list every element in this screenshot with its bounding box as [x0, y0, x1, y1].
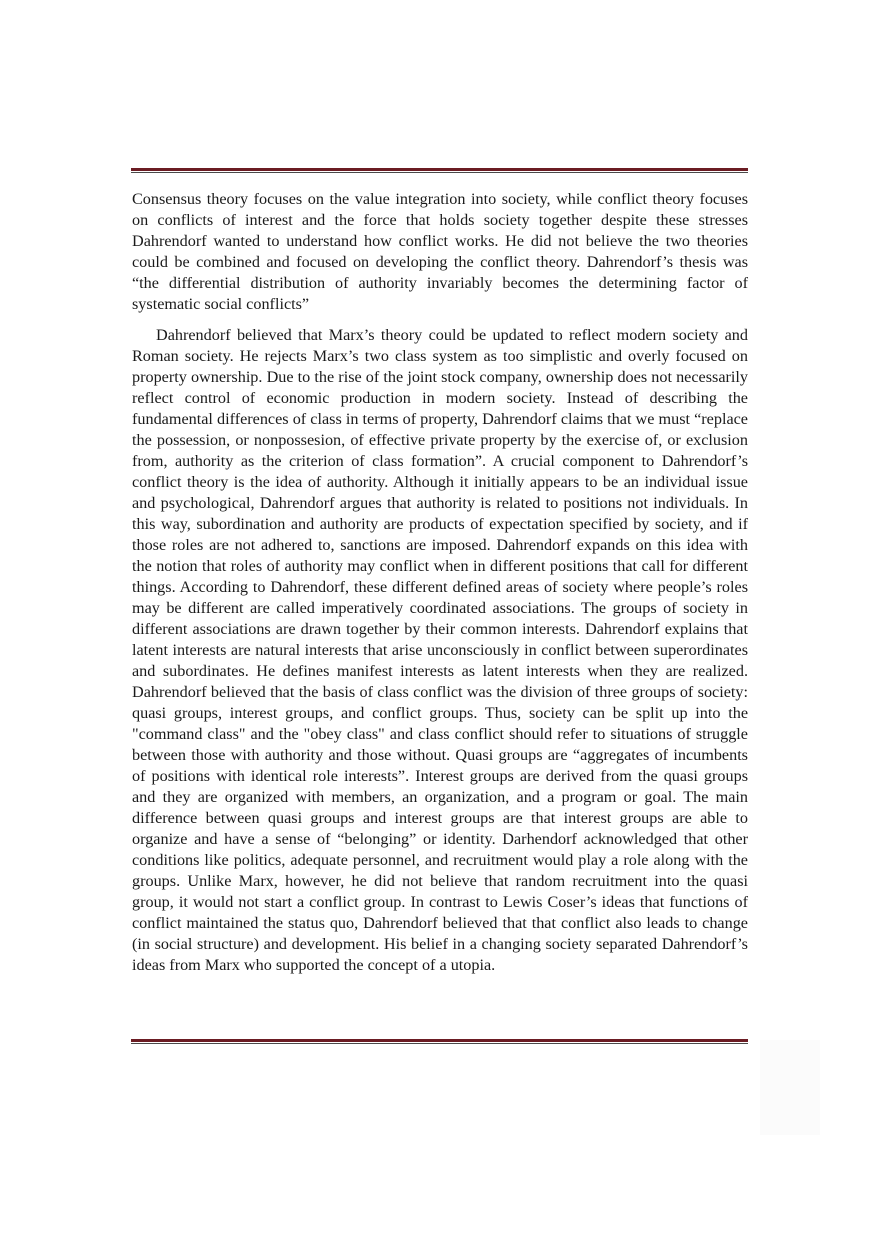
paragraph-dahrendorf-marx: Dahrendorf believed that Marx’s theory could be updated to reflect modern society and Roman society. He rejects Marx’s two class system as too simplistic and overly focused on property ownership. Due to the rise of the joint stock company, ownership does not necessarily reflect control of economic production in modern society. Instead of describing the fundamental differences of class in terms of property, Dahrendorf claims that we must “replace the possession, or nonpossesion, of effective private property by the exercise of, or exclusion from, authority as the criterion of class formation”. A crucial component to Dahrendorf’s conflict theory is the idea of authority. Although it initially appears to be an individual issue and psychological, Dahrendorf argues that authority is related to positions not individuals. In this way, subordination and authority are products of expectation specified by society, and if those roles are not adhered to, sanctions are imposed. Dahrendorf expands on this idea with the notion that roles of authority may conflict when in different positions that call for different things. According to Dahrendorf, these different defined areas of society where people’s roles may be different are called imperatively coordinated associations. The groups of society in different associations are drawn together by their common interests. Dahrendorf explains that latent interests are natural interests that arise unconsciously in conflict between superordinates and subordinates. He defines manifest interests as latent interests when they are realized. Dahrendorf believed that the basis of class conflict was the division of three groups of society: quasi groups, interest groups, and conflict groups. Thus, society can be split up into the "command class" and the "obey class" and class conflict should refer to situations of struggle between those with authority and those without. Quasi groups are “aggregates of incumbents of positions with identical role interests”. Interest groups are derived from the quasi groups and they are organized with members, an organization, and a program or goal. The main difference between quasi groups and interest groups are that interest groups are able to organize and have a sense of “belonging” or identity. Darhendorf acknowledged that other conditions like politics, adequate personnel, and recruitment would play a role along with the groups. Unlike Marx, however, he did not believe that random recruitment into the quasi group, it would not start a conflict group. In contrast to Lewis Coser’s ideas that functions of conflict maintained the status quo, Dahrendorf believed that that conflict also leads to change (in social structure) and development. His belief in a changing society separated Dahrendorf’s ideas from Marx who supported the concept of a utopia.: [132, 326, 748, 974]
page-corner-shade: [760, 1040, 820, 1135]
top-divider-thick: [131, 168, 748, 171]
top-divider-thin: [131, 172, 748, 173]
top-divider: [131, 168, 748, 173]
bottom-divider-thick: [131, 1039, 748, 1042]
bottom-divider-thin: [131, 1043, 748, 1044]
page-body: [132, 189, 748, 976]
bottom-divider: [131, 1039, 748, 1044]
paragraph-consensus-theory: Consensus theory focuses on the value integration into society, while conflict theory focuses on conflicts of interest and the force that holds society together despite these stresses Dahrendorf wanted to understand how conflict works. He did not believe the two theories could be combined and focused on developing the conflict theory. Dahrendorf’s thesis was “the differential distribution of authority invariably becomes the determining factor of systematic social conflicts”: [132, 190, 748, 313]
